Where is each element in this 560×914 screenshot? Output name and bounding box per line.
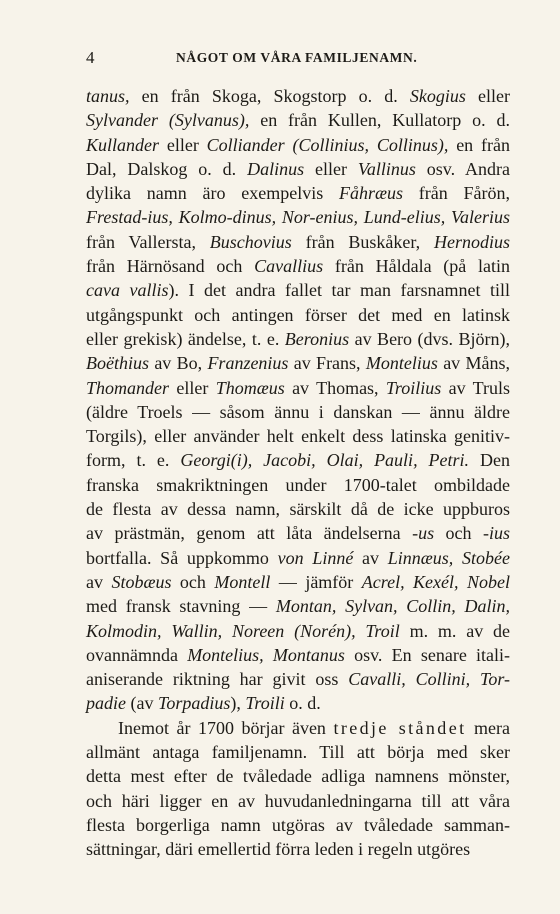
text-run: mera [466,717,510,738]
text-line [86,376,510,400]
text-line [86,278,510,302]
text-run: eller [304,158,358,179]
text-line [86,667,510,691]
text-run: allmänt antaga familjenamn. Till att börja med sker [86,742,510,763]
text-run: och häri ligger en av huvudanledningarna till att våra [86,790,510,811]
text-run: (äldre Troels — såsom ännu i danskan — ännu äldre [86,401,510,422]
text-line [86,594,510,618]
italic-name: Kullander [86,134,160,155]
italic-name: Torpadius [157,693,231,714]
text-run: ovannämnda [86,644,188,665]
italic-name: Thomæus [215,377,285,398]
text-run: sättningar, däri emellertid förra leden i regeln utgöres [86,839,471,860]
text-run: detta mest efter de tvåledade adliga namnens mönster, [86,766,510,787]
text-run: Den [469,450,510,471]
italic-name: Troilius [385,377,442,398]
text-run: av Bo, [149,353,208,374]
italic-name: Dalinus [247,158,305,179]
text-line [86,473,510,497]
text-run: form, t. e. [86,450,181,471]
text-run: de flesta av dessa namn, särskilt då de icke uppburos [86,499,510,520]
text-line [86,157,510,181]
italic-name: Cavallius [254,256,324,277]
text-run: och [171,571,215,592]
text-line [86,254,510,278]
text-run: av [353,547,388,568]
italic-name: cava vallis [86,280,169,301]
italic-name: Troili [245,693,285,714]
text-line [86,764,510,788]
text-run: utgångspunkt och antingen förser det med en latinsk [86,304,510,325]
italic-name: Frestad-ius, Kolmo-dinus, Nor-enius, Lund-elius, Valerius [86,207,510,228]
text-line [86,619,510,643]
italic-name: Boëthius [86,353,149,374]
text-line [86,205,510,229]
italic-name: von Linné [277,547,354,568]
italic-name: Acrel, Kexél, Nobel [361,571,510,592]
italic-name: Cavalli, Collini, Tor- [348,669,510,690]
italic-name: Montell [214,571,271,592]
text-line [86,351,510,375]
text-run: — jämför [270,571,362,592]
text-run: ), [230,693,246,714]
text-line [86,691,510,715]
text-line [86,837,510,861]
italic-name: Thomander [86,377,170,398]
text-run: eller [465,86,510,106]
italic-name: Fåhræus [338,183,403,204]
italic-name: Buschovius [209,231,292,252]
text-line [86,643,510,667]
italic-name: Skogius [409,86,466,106]
text-run: osv. Andra [415,158,511,179]
text-line [86,546,510,570]
italic-name: Montelius, Montanus [187,644,345,665]
italic-name: tanus, [86,86,130,106]
text-run: ). I det andra fallet tar man farsnamnet till [168,280,510,301]
text-line [86,84,510,108]
body-text [86,84,510,862]
text-run: dylika namn äro exempelvis [86,183,339,204]
text-run: aniserande riktning har givit oss [86,669,349,690]
text-line [86,181,510,205]
text-run: av Måns, [437,353,510,374]
italic-name: Vallinus [357,158,416,179]
text-line [86,108,510,132]
italic-name: Montan, Sylvan, Collin, Dalin, [275,596,511,617]
text-line [86,448,510,472]
italic-name: Montelius [365,353,438,374]
text-run: av Bero (dvs. Björn), [349,328,510,349]
text-run: Inemot år 1700 börjar även [118,717,334,738]
text-run: från Vallersta, [86,231,210,252]
italic-name: Kolmodin, Wallin, Noreen (Norén), Troil [86,620,400,641]
text-run: Torgils), eller använder helt enkelt dess latinska genitiv- [86,426,510,447]
text-run: från Håldala (på latin [323,256,510,277]
text-run: en från [448,134,510,155]
italic-name: -us [412,523,435,544]
text-run: osv. En senare itali- [344,644,510,665]
text-run: från Fårön, [403,183,510,204]
text-run: (av [126,693,158,714]
text-run: av [86,571,112,592]
text-line [86,813,510,837]
italic-name: padie [86,693,126,714]
text-line [86,497,510,521]
italic-name: Beronius [284,328,350,349]
page-header [86,48,486,72]
text-run: av Truls [441,377,510,398]
text-run: o. d. [284,693,321,714]
text-line [86,570,510,594]
text-run: en från Skoga, Skogstorp o. d. [129,86,410,106]
italic-name: -ius [483,523,511,544]
text-run: eller [159,134,207,155]
text-run: från Buskåker, [291,231,434,252]
page-number: 4 [86,48,96,67]
spaced-emphasis: tredje ståndet [333,717,467,738]
text-run: eller [169,377,216,398]
text-run: en från Kullen, Kullatorp o. d. [249,110,510,131]
text-run: från Härnösand och [86,256,255,277]
text-line [86,400,510,424]
italic-name: Georgi(i), Jacobi, Olai, Pauli, Petri. [180,450,470,471]
text-run: och [434,523,484,544]
italic-name: Hernodius [433,231,510,252]
italic-name: Colliander (Collinius, Collinus), [206,134,449,155]
text-run: av Thomas, [284,377,386,398]
text-run: eller grekisk) ändelse, t. e. [86,328,285,349]
text-run: av prästmän, genom att låta ändelserna [86,523,413,544]
italic-name: Stobæus [111,571,172,592]
text-line [86,740,510,764]
text-line [86,303,510,327]
text-run: franska smakriktningen under 1700-talet ombildade [86,474,510,495]
text-run: Dal, Dalskog o. d. [86,158,248,179]
text-line [86,133,510,157]
text-line [86,521,510,545]
text-run: av Frans, [288,353,366,374]
italic-name: Linnæus, Stobée [387,547,510,568]
text-line [86,230,510,254]
italic-name: Franzenius [207,353,289,374]
text-line [86,327,510,351]
text-line [86,716,510,740]
text-run: flesta borgerliga namn utgöras av tvåledade samman- [86,814,510,835]
text-run: med fransk stavning — [86,596,276,617]
text-line [86,789,510,813]
text-line [86,424,510,448]
text-run: m. m. av de [399,620,510,641]
text-run: bortfalla. Så uppkommo [86,547,278,568]
italic-name: Sylvander (Sylvanus), [86,110,250,131]
running-title: NÅGOT OM VÅRA FAMILJENAMN. [176,50,418,65]
